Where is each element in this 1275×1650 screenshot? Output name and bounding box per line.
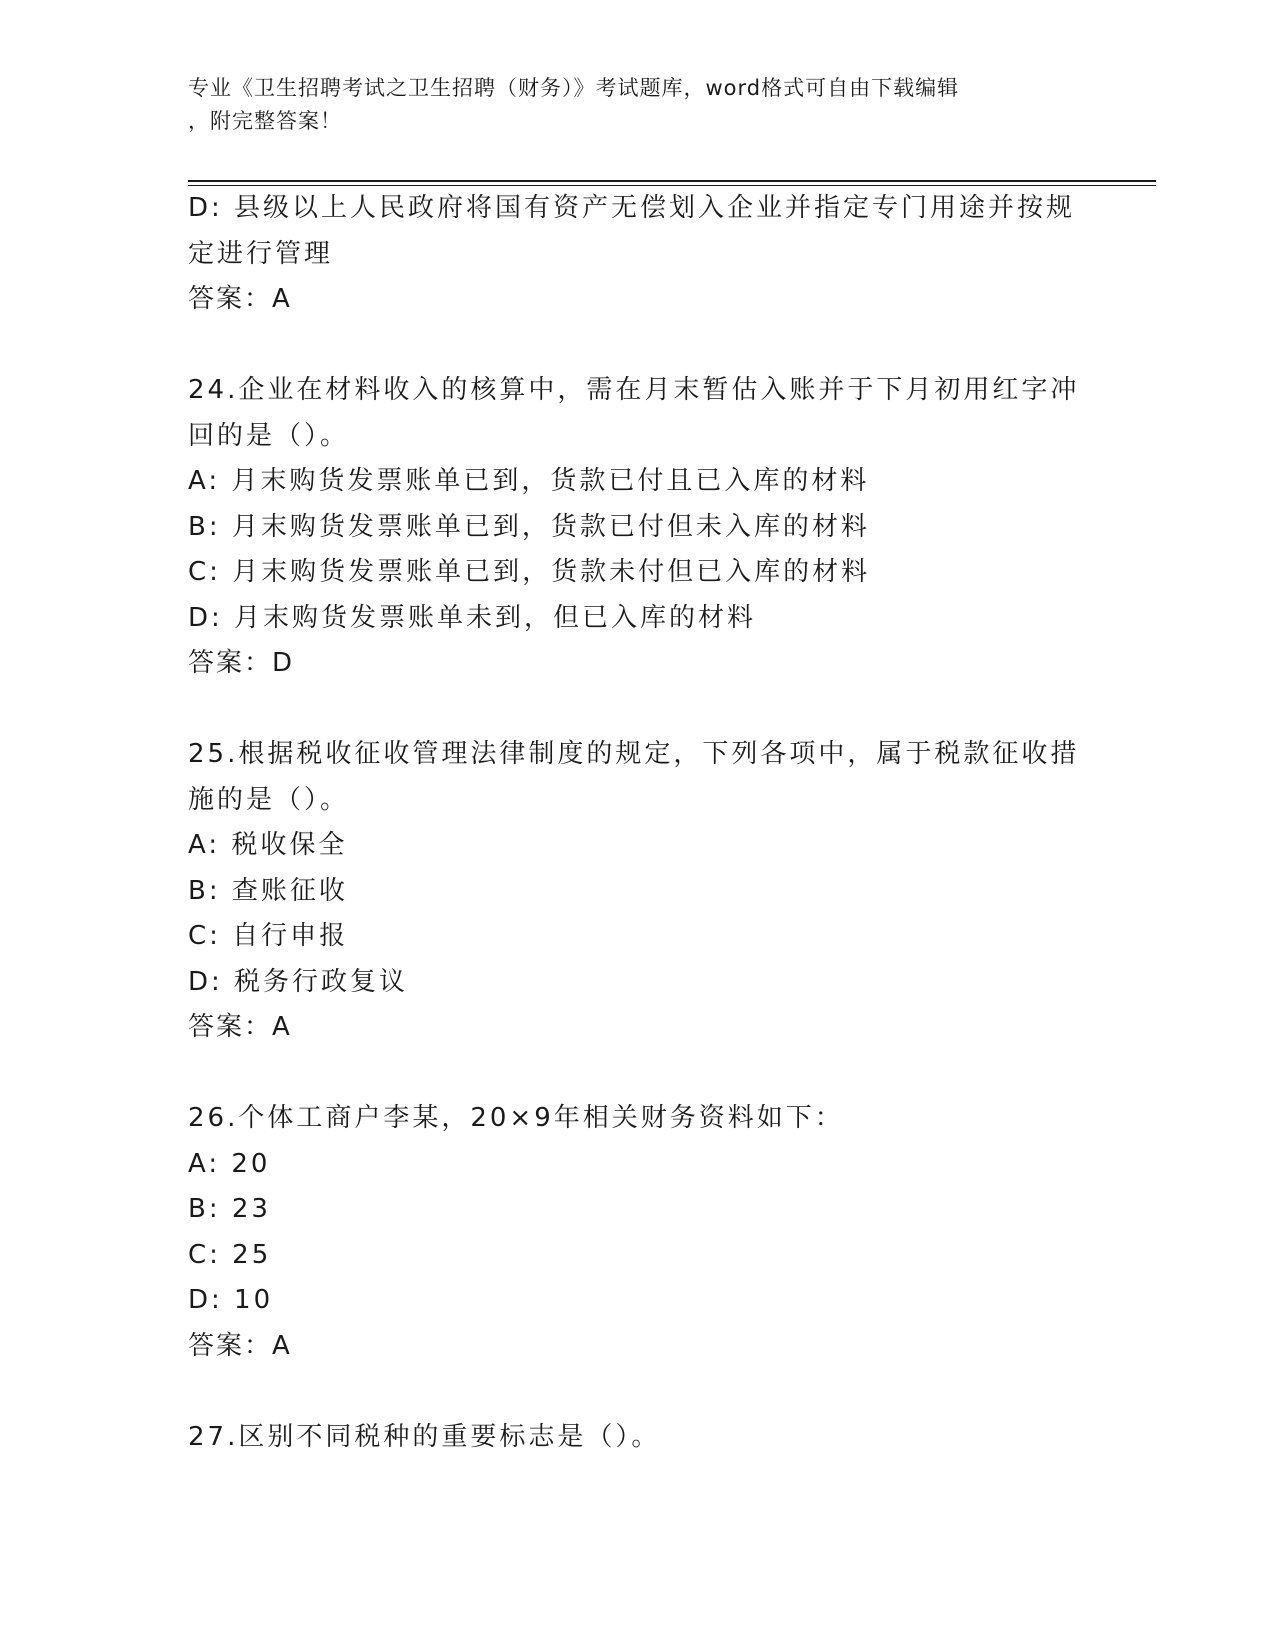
q23-option-d-line-1: D: 县级以上人民政府将国有资产无偿划入企业并指定专门用途并按规 [188, 193, 1076, 223]
q26-option-d: D: 10 [188, 1285, 274, 1315]
q24-option-c: C: 月末购货发票账单已到，货款未付但已入库的材料 [188, 557, 871, 587]
document-header [188, 72, 1078, 138]
q25-stem-line-1: 25.根据税收征收管理法律制度的规定，下列各项中，属于税款征收措 [188, 739, 1080, 769]
header-line-2: ，附完整答案！ [188, 109, 342, 133]
header-divider-thick [188, 180, 1156, 182]
spacer [188, 687, 1088, 733]
q26-option-a: A: 20 [188, 1148, 271, 1179]
q23-option-d-line-2: 定进行管理 [188, 238, 334, 269]
spacer [188, 1051, 1088, 1097]
question-list [188, 186, 1088, 1460]
spacer [188, 323, 1088, 369]
q24-option-d: D: 月末购货发票账单未到，但已入库的材料 [188, 602, 757, 633]
q24-option-a: A: 月末购货发票账单已到，货款已付且已入库的材料 [188, 466, 870, 496]
q26-option-c: C: 25 [188, 1239, 272, 1270]
q25-option-c: C: 自行申报 [188, 921, 349, 951]
q24-stem-line-1: 24.企业在材料收入的核算中，需在月末暂估入账并于下月初用红字冲 [188, 375, 1080, 405]
header-line-1: 专业《卫生招聘考试之卫生招聘（财务）》考试题库，word格式可自由下载编辑 [188, 76, 960, 100]
q24-answer: 答案：D [188, 648, 295, 678]
q26-option-b: B: 23 [188, 1194, 271, 1224]
q24-option-b: B: 月末购货发票账单已到，货款已付但未入库的材料 [188, 511, 870, 542]
q25-answer: 答案：A [188, 1012, 292, 1042]
q24-stem-line-2: 回的是（）。 [188, 420, 350, 451]
q25-option-b: B: 查账征收 [188, 875, 348, 906]
q23-answer: 答案：A [188, 284, 292, 314]
spacer [188, 1369, 1088, 1415]
q26-answer: 答案：A [188, 1330, 292, 1361]
q26-stem-line-1: 26.个体工商户李某，20×9年相关财务资料如下： [188, 1103, 844, 1133]
q25-option-a: A: 税收保全 [188, 830, 348, 860]
q25-stem-line-2: 施的是（）。 [188, 784, 350, 815]
q25-option-d: D: 税务行政复议 [188, 966, 409, 997]
q27-stem-line-1: 27.区别不同税种的重要标志是（）。 [188, 1421, 661, 1452]
